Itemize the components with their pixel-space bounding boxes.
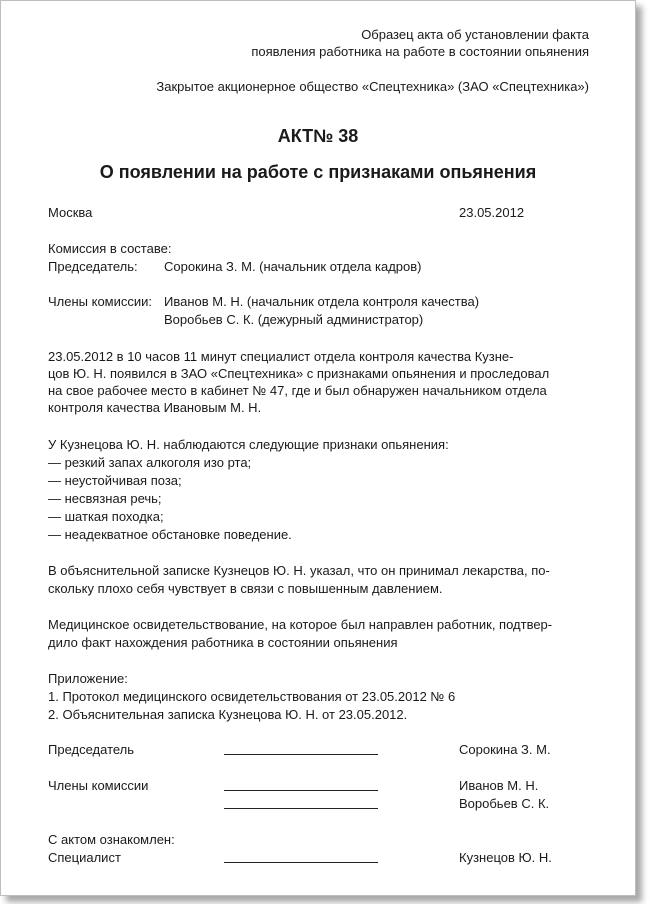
medical-line-2: дило факт нахождения работника в состоянии опьянения [48,635,398,650]
attachment-item: 1. Протокол медицинского освидетельствования от 23.05.2012 № 6 [48,689,456,704]
member1-signature-line [224,790,378,791]
sign-member1-name: Иванов М. Н. [459,778,539,793]
incident-line-2: цов Ю. Н. появился в ЗАО «Спецтехника» с признаками опьянения и проследовал [48,366,550,381]
chair-signature-line [224,754,378,755]
organization-name: Закрытое акционерное общество «Спецтехника» (ЗАО «Спецтехника») [156,79,589,94]
member2-signature-line [224,808,378,809]
member-1: Иванов М. Н. (начальник отдела контроля качества) [164,294,480,309]
attachment-item: 2. Объяснительная записка Кузнецова Ю. Н. от 23.05.2012. [48,707,408,722]
incident-line-1: 23.05.2012 в 10 часов 11 минут специалист отдела контроля качества Кузне- [48,349,514,364]
sign-item: — несвязная речь; [48,491,162,506]
sign-chair-label: Председатель [48,742,135,757]
sample-title-line1: Образец акта об установлении факта [361,27,589,42]
medical-line-1: Медицинское освидетельствование, на которое был направлен работник, подтвер- [48,617,553,632]
act-city: Москва [48,205,93,220]
incident-line-4: контроля качества Ивановым М. Н. [48,400,262,415]
chair-value: Сорокина З. М. (начальник отдела кадров) [164,259,422,274]
commission-intro: Комиссия в составе: [48,241,172,256]
explanation-line-1: В объяснительной записке Кузнецов Ю. Н. указал, что он принимал лекарства, по- [48,563,550,578]
sign-item: — резкий запах алкоголя изо рта; [48,455,252,470]
member-2: Воробьев С. К. (дежурный администратор) [164,312,424,327]
specialist-name: Кузнецов Ю. Н. [459,850,552,865]
signs-intro: У Кузнецова Ю. Н. наблюдаются следующие признаки опьянения: [48,437,449,452]
specialist-label: Специалист [48,850,121,865]
sample-title-line2: появления работника на работе в состоянии опьянения [251,44,589,59]
act-subject: О появлении на работе с признаками опьянения [99,162,537,182]
specialist-signature-line [224,862,378,863]
incident-line-3: на свое рабочее место в кабинет № 47, где и был обнаружен начальником отдела [48,383,547,398]
sign-chair-name: Сорокина З. М. [459,742,551,757]
attachments-label: Приложение: [48,671,128,686]
acquainted-label: С актом ознакомлен: [48,832,175,847]
members-label: Члены комиссии: [48,294,153,309]
sign-item: — шаткая походка; [48,509,164,524]
sign-members-label: Члены комиссии [48,778,149,793]
sign-member2-name: Воробьев С. К. [459,796,550,811]
chair-label: Председатель: [48,259,138,274]
act-number: АКТ№ 38 [277,126,359,146]
act-date: 23.05.2012 [459,205,525,220]
explanation-line-2: скольку плохо себя чувствует в связи с повышенным давлением. [48,581,443,596]
sign-item: — неадекватное обстановке поведение. [48,527,292,542]
sign-item: — неустойчивая поза; [48,473,182,488]
